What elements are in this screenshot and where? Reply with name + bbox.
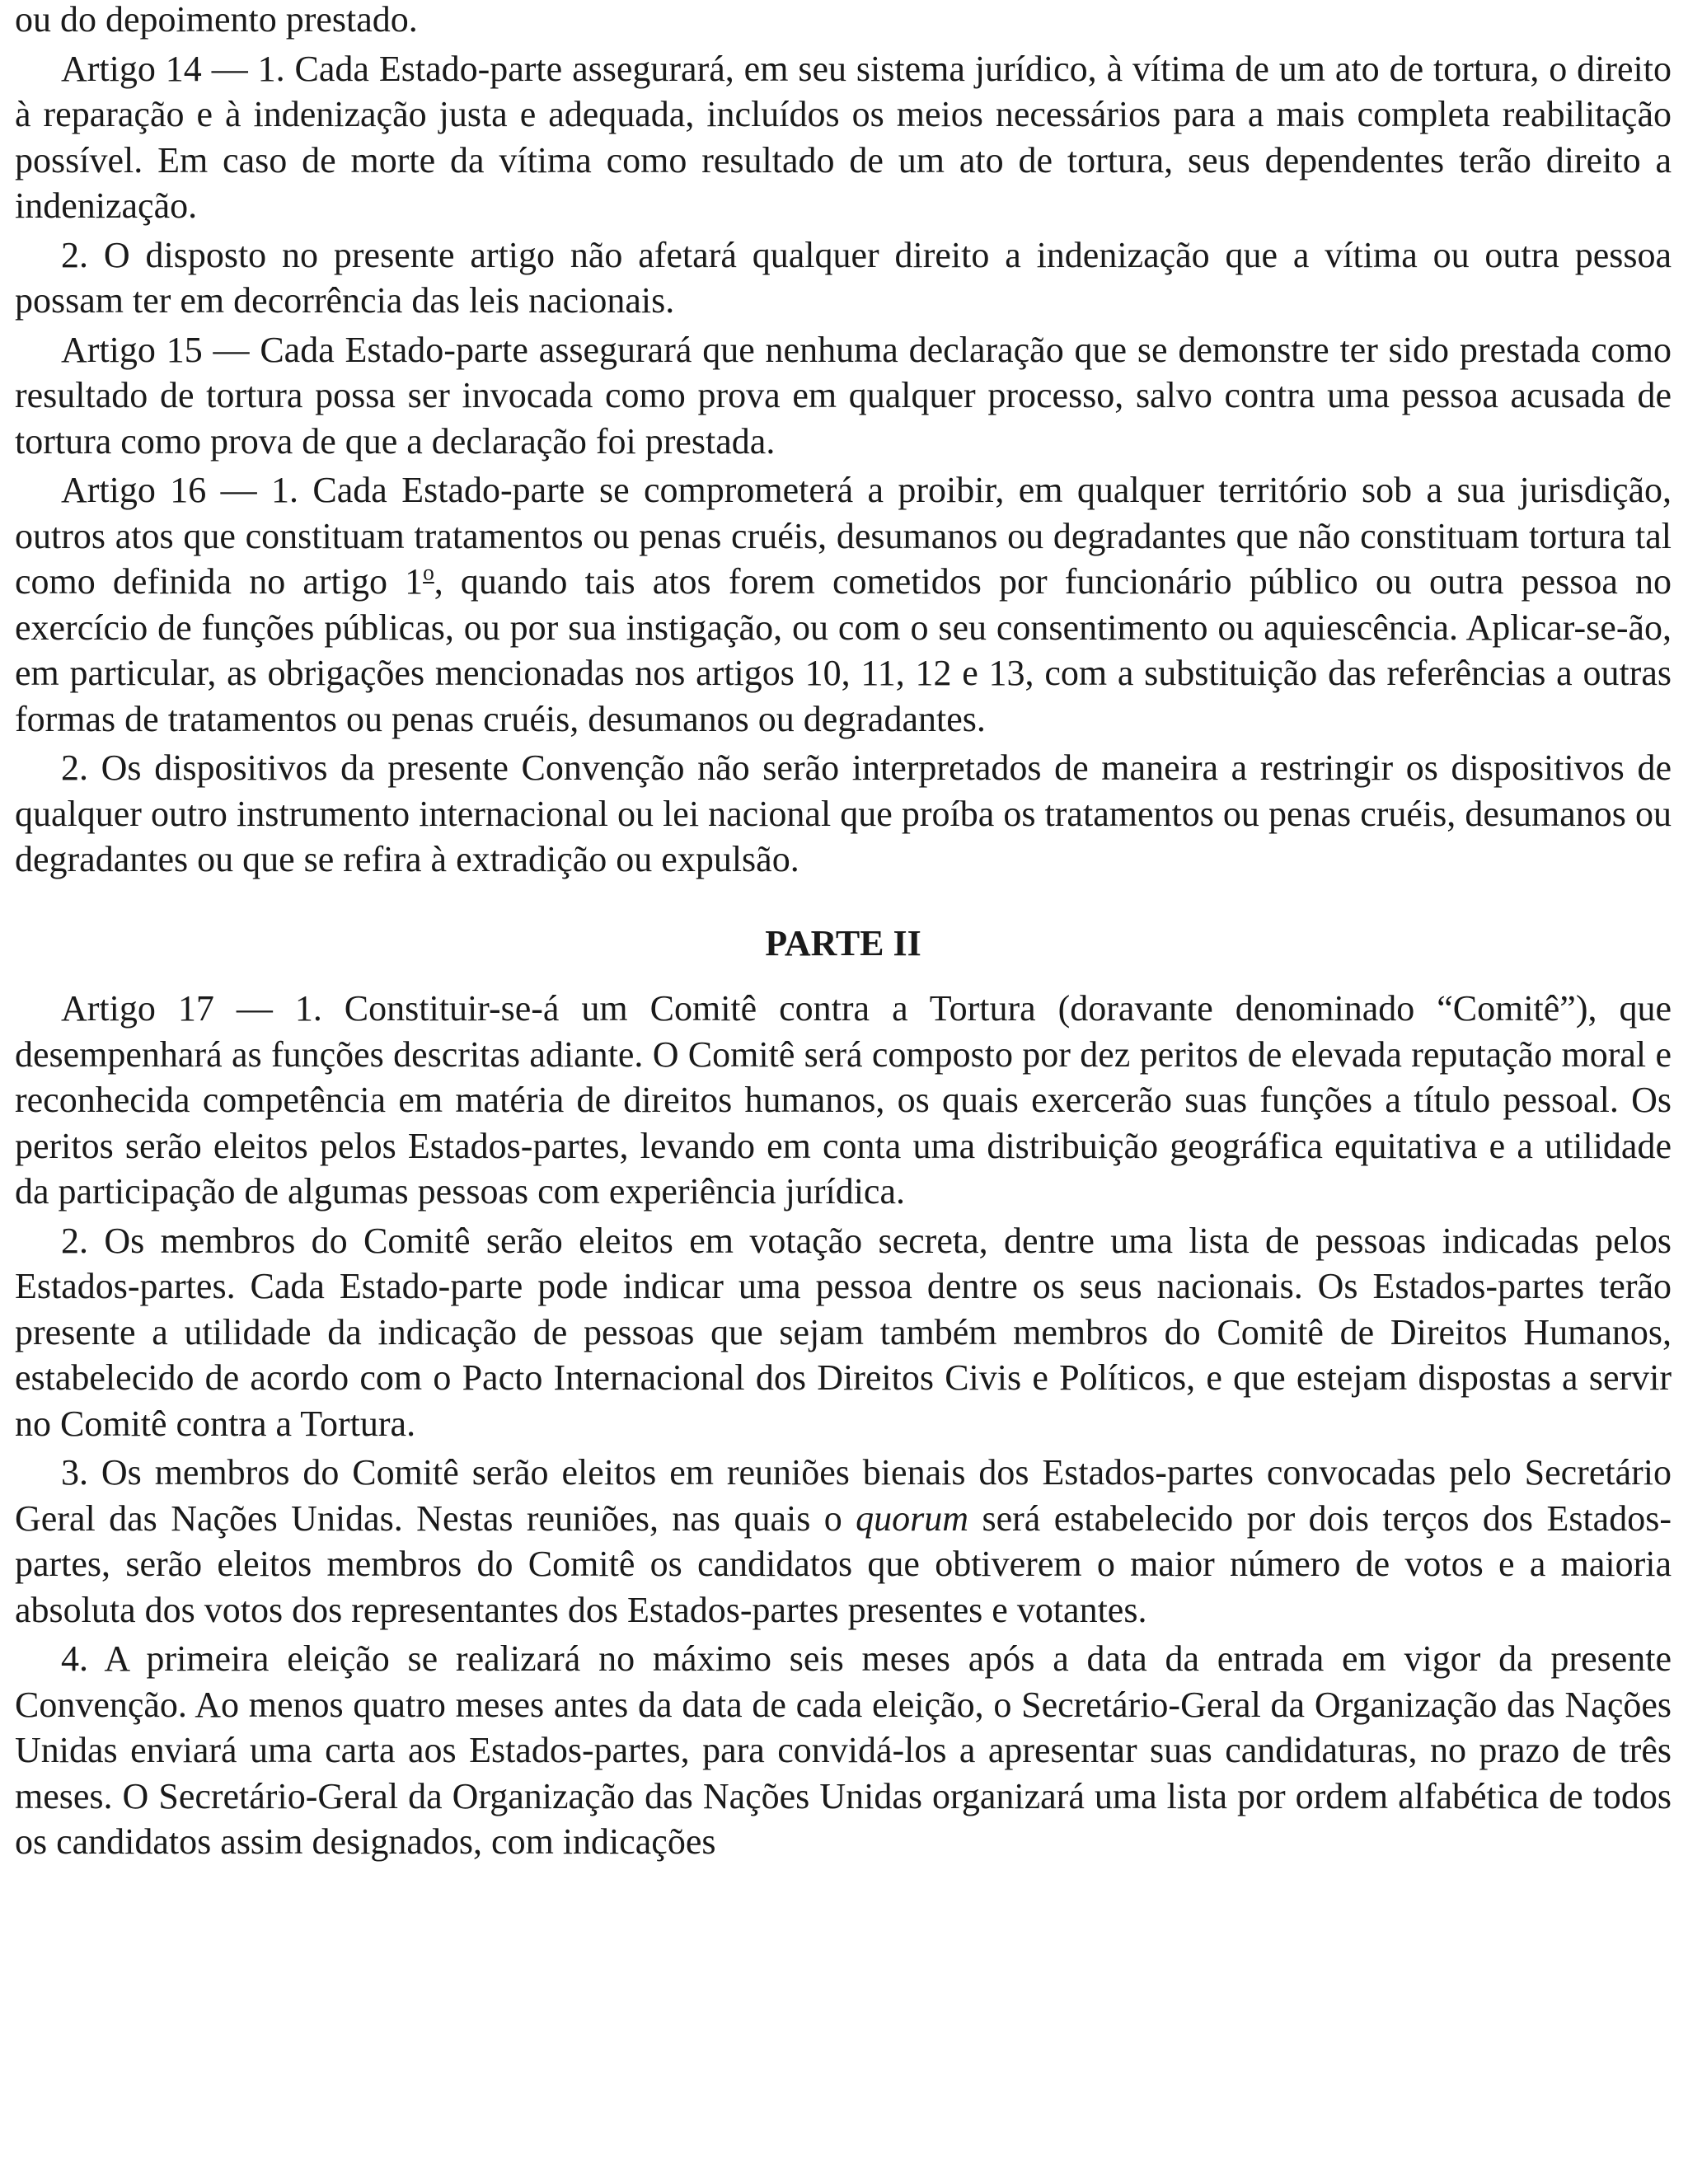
- paragraph-artigo-17-4: 4. A primeira eleição se realizará no máximo seis meses após a data da entrada em vigor da presente Convenção. Ao menos quatro meses antes da data de cada eleição, o Secretário-Geral da Organização das Nações Unidas enviará uma carta aos Estados-partes, para convidá-los a apresentar suas candidaturas, no prazo de três meses. O Secretário-Geral da Organização das Nações Unidas organizará uma lista por ordem alfabética de todos os candidatos assim designados, com indicações: [15, 1638, 1672, 1862]
- paragraph-artigo-17-3-part-a: 3. Os membros do Comitê serão eleitos em reuniões bienais dos Estados-partes convocadas pelo Secretário Geral das Nações Unidas. Nestas reuniões, nas quais o: [15, 1452, 1672, 1539]
- paragraph-artigo-17-1: Artigo 17 — 1. Constituir-se-á um Comitê contra a Tortura (doravante denominado “Comitê”), que desempenhará as funções descritas adiante. O Comitê será composto por dez peritos de elevada reputação moral e reconhecida competência em matéria de direitos humanos, os quais exercerão suas funções a título pessoal. Os peritos serão eleitos pelos Estados-partes, levando em conta uma distribuição geográfica equitativa e a utilidade da participação de algumas pessoas com experiência jurídica.: [15, 988, 1672, 1212]
- paragraph-continuation: ou do depoimento prestado.: [15, 0, 418, 40]
- ordinal-superscript: o: [423, 560, 434, 585]
- paragraph-artigo-17-3-part-b: será estabelecido por dois terços dos Estados-partes, serão eleitos membros do Comitê os candidatos que obtiverem o maior número de votos e a maioria absoluta dos votos dos representantes dos Estados-partes presentes e votantes.: [15, 1497, 1672, 1630]
- italic-term-quorum: quorum: [856, 1497, 969, 1539]
- paragraph-artigo-15: Artigo 15 — Cada Estado-parte assegurará que nenhuma declaração que se demonstre ter sido prestada como resultado de tortura possa ser invocada como prova em qualquer processo, salvo contra uma pessoa acusada de tortura como prova de que a declaração foi prestada.: [15, 329, 1672, 462]
- paragraph-artigo-16-1-part-a: Artigo 16 — 1. Cada Estado-parte se comprometerá a proibir, em qualquer território sob a sua jurisdição, outros atos que constituam tratamentos ou penas cruéis, desumanos ou degradantes que não constituam tortura tal como definida no artigo 1: [15, 470, 1672, 602]
- paragraph-artigo-17-2: 2. Os membros do Comitê serão eleitos em votação secreta, dentre uma lista de pessoas indicadas pelos Estados-partes. Cada Estado-parte pode indicar uma pessoa dentre os seus nacionais. Os Estados-partes terão presente a utilidade da indicação de pessoas que sejam também membros do Comitê de Direitos Humanos, estabelecido de acordo com o Pacto Internacional dos Direitos Civis e Políticos, e que estejam dispostas a servir no Comitê contra a Tortura.: [15, 1220, 1672, 1444]
- paragraph-artigo-14-1: Artigo 14 — 1. Cada Estado-parte assegurará, em seu sistema jurídico, à vítima de um ato de tortura, o direito à reparação e à indenização justa e adequada, incluídos os meios necessários para a mais completa reabilitação possível. Em caso de morte da vítima como resultado de um ato de tortura, seus dependentes terão direito a indenização.: [15, 48, 1672, 226]
- section-heading-parte-ii: PARTE II: [765, 922, 921, 963]
- paragraph-artigo-14-2: 2. O disposto no presente artigo não afetará qualquer direito a indenização que a vítima ou outra pessoa possam ter em decorrência das leis nacionais.: [15, 234, 1672, 321]
- paragraph-artigo-16-1-part-b: , quando tais atos forem cometidos por funcionário público ou outra pessoa no exercício de funções públicas, ou por sua instigação, ou com o seu consentimento ou aquiescência. Aplicar-se-ão, em particular, as obrigações mencionadas nos artigos 10, 11, 12 e 13, com a substituição das referências a outras formas de tratamentos ou penas cruéis, desumanos ou degradantes.: [15, 561, 1672, 739]
- paragraph-artigo-16-2: 2. Os dispositivos da presente Convenção não serão interpretados de maneira a restringir os dispositivos de qualquer outro instrumento internacional ou lei nacional que proíba os tratamentos ou penas cruéis, desumanos ou degradantes ou que se refira à extradição ou expulsão.: [15, 748, 1672, 879]
- document-page: [15, 0, 1672, 1868]
- paragraph-artigo-17-3: [15, 1450, 1672, 1633]
- paragraph-artigo-16-1: [15, 467, 1672, 742]
